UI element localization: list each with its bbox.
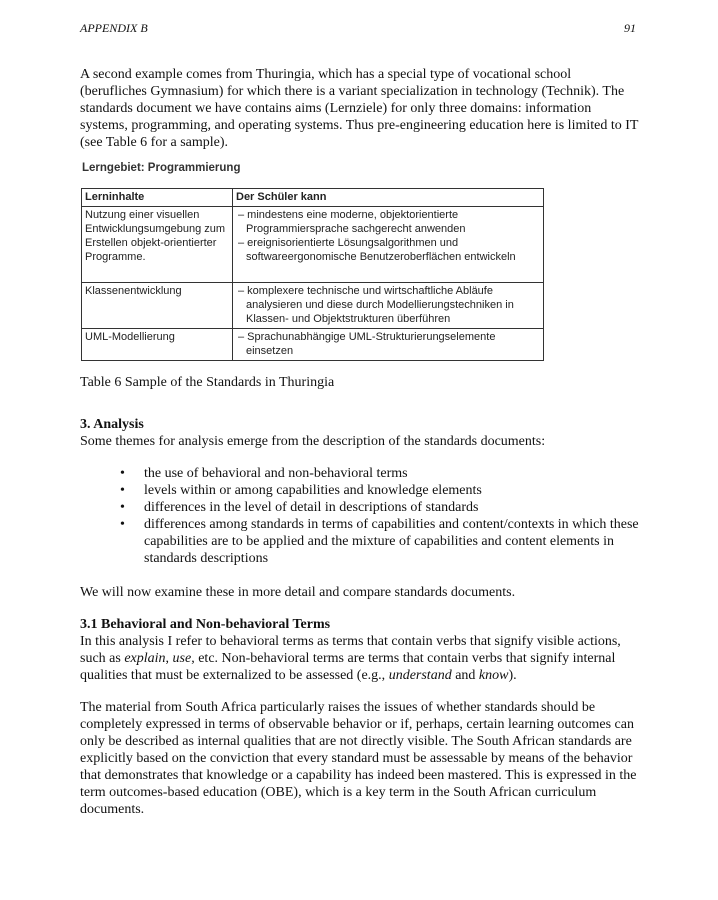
bullet-icon: • xyxy=(120,466,125,481)
text-run: and xyxy=(451,668,479,683)
text-run: In this analysis I refer to behavioral terms as terms that contain verbs that signify visible actions, such as xyxy=(80,634,621,666)
table-cell-goals xyxy=(233,283,544,329)
list-item xyxy=(80,482,650,499)
table-cell-goals xyxy=(233,207,544,283)
table-caption: Table 6 Sample of the Standards in Thuringia xyxy=(80,375,335,390)
goal-item: – Sprachunabhängige UML-Strukturierungselemente einsetzen xyxy=(238,331,496,357)
table-cell-goals xyxy=(233,329,544,361)
text-run: , xyxy=(165,651,173,666)
section-heading-analysis: 3. Analysis xyxy=(80,417,144,432)
list-item xyxy=(80,465,650,482)
list-item xyxy=(80,499,650,516)
table-title: Lerngebiet: Programmierung xyxy=(82,162,241,174)
south-africa-paragraph: The material from South Africa particularly raises the issues of whether standards should be completely expressed in terms of observable behavior or if, perhaps, certain learning outcomes can only be described as internal qualities that are not directly visible. The South African standards are explicitly based on the conviction that every standard must be assessable by means of the behavior that demonstrates that knowledge or a capability has indeed been mastered. This is expressed in the term outcomes-based education (OBE), which is a key term in the South African curriculum documents. xyxy=(80,700,637,817)
standards-table xyxy=(81,188,544,361)
bullet-icon: • xyxy=(120,483,125,498)
intro-paragraph: A second example comes from Thuringia, which has a special type of vocational school (berufliches Gymnasium) for which there is a variant specialization in technology (Technik). The standards document we have contains aims (Lernziele) for only three domains: information systems, programming, and operating systems. Thus pre-engineering education here is limited to IT (see Table 6 for a sample). xyxy=(80,67,639,150)
text-run: , etc. Non-behavioral terms are terms that contain verbs that signify internal qualities that must be externalized to be assessed (e.g., xyxy=(80,651,616,683)
page-number: 91 xyxy=(624,21,636,35)
analysis-lead: Some themes for analysis emerge from the description of the standards documents: xyxy=(80,434,546,449)
term-know: know xyxy=(478,668,509,683)
running-header: APPENDIX B xyxy=(80,21,148,35)
term-understand: understand xyxy=(388,668,452,683)
themes-list xyxy=(80,465,650,567)
behavioral-terms-paragraph xyxy=(80,633,640,684)
table-row xyxy=(82,207,544,283)
list-item-text: levels within or among capabilities and knowledge elements xyxy=(144,483,482,498)
table-row xyxy=(82,283,544,329)
bullet-icon: • xyxy=(120,517,125,532)
table-cell-content: Klassenentwicklung xyxy=(82,283,233,329)
analysis-closing: We will now examine these in more detail and compare standards documents. xyxy=(80,585,516,600)
list-item-text: the use of behavioral and non-behavioral terms xyxy=(144,466,408,481)
term-explain: explain xyxy=(124,651,166,666)
column-header-schueler-kann: Der Schüler kann xyxy=(233,189,544,207)
goal-item: – mindestens eine moderne, objektorientierte Programmiersprache sachgerecht anwenden xyxy=(238,209,466,235)
table-cell-content: Nutzung einer visuellen Entwicklungsumgebung zum Erstellen objekt-orientierter Programme. xyxy=(82,207,233,283)
goal-item: – komplexere technische und wirtschaftliche Abläufe analysieren und diese durch Modellierungstechniken in Klassen- und Objektstrukturen überführen xyxy=(238,285,514,325)
table-header-row xyxy=(82,189,544,207)
term-use: use xyxy=(172,651,192,666)
column-header-lerninhalte: Lerninhalte xyxy=(82,189,233,207)
table-cell-content: UML-Modellierung xyxy=(82,329,233,361)
table-row xyxy=(82,329,544,361)
text-run: ). xyxy=(508,668,517,683)
list-item-text: differences in the level of detail in descriptions of standards xyxy=(144,500,479,515)
section-heading-behavioral-terms: 3.1 Behavioral and Non-behavioral Terms xyxy=(80,617,331,632)
bullet-icon: • xyxy=(120,500,125,515)
goal-item: – ereignisorientierte Lösungsalgorithmen und softwareergonomische Benutzeroberflächen entwickeln xyxy=(238,237,516,263)
list-item-text: differences among standards in terms of capabilities and content/contexts in which these capabilities are to be applied and the mixture of capabilities and content elements in standards descriptions xyxy=(144,517,639,566)
list-item xyxy=(80,516,650,567)
